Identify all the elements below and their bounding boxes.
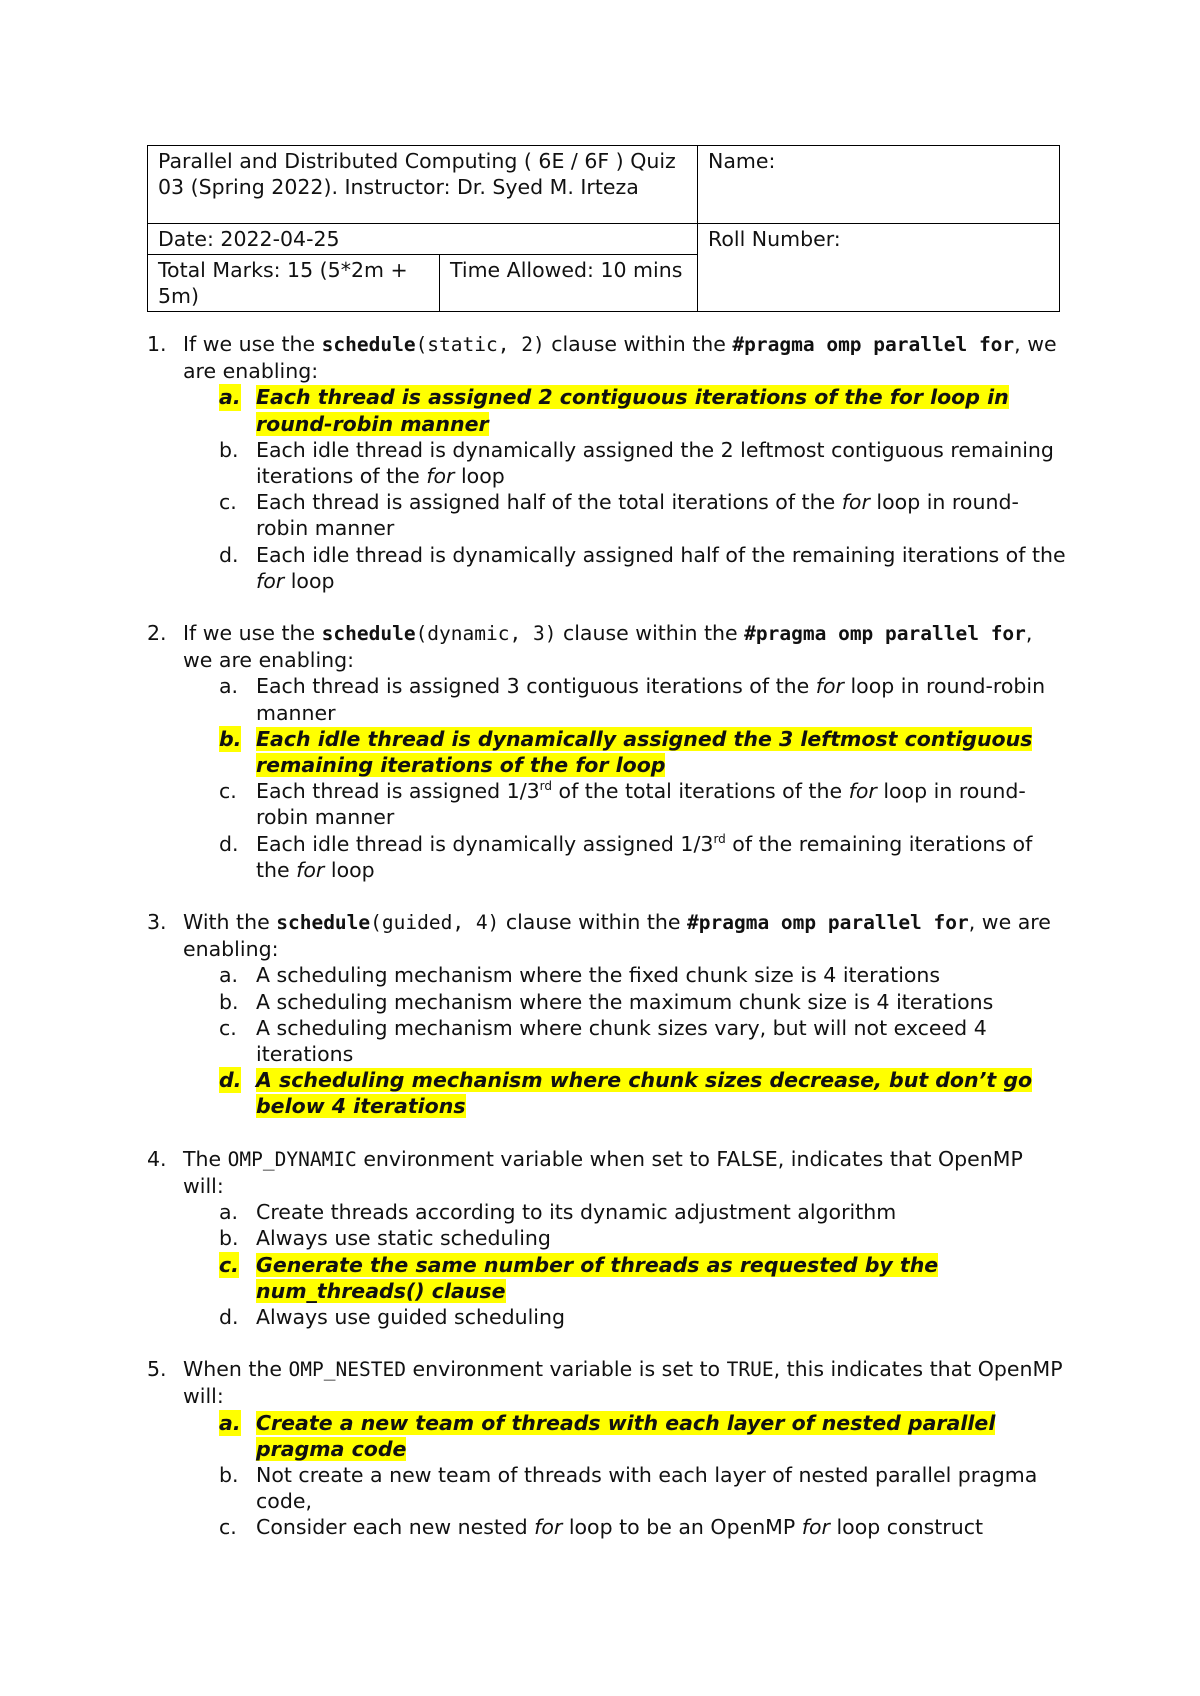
question-2 xyxy=(147,620,1067,883)
highlighted-answer: Each thread is assigned 2 contiguous iterations of the for loop in round-robin manner xyxy=(256,385,1009,436)
roll-number-label: Roll Number: xyxy=(708,227,841,251)
option-b: b. A scheduling mechanism where the maximum chunk size is 4 iterations xyxy=(219,989,994,1014)
highlighted-answer: Each idle thread is dynamically assigned the 3 leftmost contiguous remaining iterations of the for loop xyxy=(256,726,1033,778)
question-number: 5. xyxy=(147,1357,167,1382)
option-b: b. Each idle thread is dynamically assigned the 2 leftmost contiguous remaining iterations of the for loop xyxy=(219,437,1054,489)
option-a: a. Each thread is assigned 3 contiguous iterations of the for loop in round-robin manner xyxy=(219,674,1046,725)
option-a: a. A scheduling mechanism where the fixed chunk size is 4 iterations xyxy=(219,963,941,988)
date-text: Date: 2022-04-25 xyxy=(158,227,340,251)
question-number: 4. xyxy=(147,1146,167,1171)
question-list xyxy=(147,331,1067,1541)
highlighted-answer: Create a new team of threads with each layer of nested parallel pragma code xyxy=(256,1410,996,1461)
option-b: b. Always use static scheduling xyxy=(219,1226,551,1251)
option-d: d. Each idle thread is dynamically assigned half of the remaining iterations of the for loop xyxy=(219,542,1066,593)
option-a-correct: a. Create a new team of threads with each layer of nested parallel pragma code xyxy=(219,1410,996,1461)
roll-number-cell[interactable] xyxy=(698,224,1060,312)
option-c: c. Each thread is assigned half of the total iterations of the for loop in round-robin manner xyxy=(219,490,1019,541)
time-allowed-cell xyxy=(440,255,698,312)
total-marks-cell xyxy=(148,255,440,312)
question-number: 3. xyxy=(147,910,167,935)
option-c: c. Each thread is assigned 1/3rd of the total iterations of the for loop in round-robin manner xyxy=(219,779,1026,830)
highlighted-answer: A scheduling mechanism where chunk sizes decrease, but don’t go below 4 iterations xyxy=(256,1068,1033,1119)
question-4 xyxy=(147,1146,1067,1330)
question-stem: If we use the schedule(dynamic, 3) clause within the #pragma omp parallel for, we are enabling: xyxy=(183,621,1033,673)
quiz-info: Quiz 03 (Spring 2022). Instructor: Dr. Syed M. Irteza xyxy=(158,149,676,199)
question-stem: With the schedule(guided, 4) clause within the #pragma omp parallel for, we are enabling: xyxy=(183,910,1051,962)
date-cell xyxy=(148,224,698,255)
option-a-correct: a. Each thread is assigned 2 contiguous iterations of the for loop in round-robin manner xyxy=(219,385,1009,436)
question-1 xyxy=(147,331,1067,594)
question-number: 1. xyxy=(147,332,167,356)
question-5 xyxy=(147,1356,1067,1540)
option-c-correct: c. Generate the same number of threads as requested by the num_threads() clause xyxy=(219,1252,939,1303)
option-d: d. Each idle thread is dynamically assigned 1/3rd of the remaining iterations of the for loop xyxy=(219,831,1033,882)
question-stem: When the OMP_NESTED environment variable is set to TRUE, this indicates that OpenMP will: xyxy=(183,1357,1063,1409)
course-title: Parallel and Distributed Computing ( 6E / 6F ) xyxy=(158,149,624,173)
time-allowed-text: Time Allowed: 10 mins xyxy=(450,258,683,282)
question-3 xyxy=(147,909,1067,1120)
option-c: c. Consider each new nested for loop to be an OpenMP for loop construct xyxy=(219,1515,984,1540)
option-a: a. Create threads according to its dynamic adjustment algorithm xyxy=(219,1200,897,1225)
question-stem: If we use the schedule(static, 2) clause within the #pragma omp parallel for, we are enabling: xyxy=(183,332,1057,384)
question-stem: The OMP_DYNAMIC environment variable when set to FALSE, indicates that OpenMP will: xyxy=(183,1146,1023,1198)
highlighted-answer: Generate the same number of threads as requested by the num_threads() clause xyxy=(256,1252,939,1303)
quiz-header-table xyxy=(147,145,1060,312)
option-b: b. Not create a new team of threads with each layer of nested parallel pragma code, xyxy=(219,1462,1038,1514)
course-info-cell xyxy=(148,146,698,224)
option-b-correct: b. Each idle thread is dynamically assigned the 3 leftmost contiguous remaining iterations of the for loop xyxy=(219,726,1033,778)
total-marks-text: Total Marks: 15 (5*2m + 5m) xyxy=(158,258,408,308)
name-label: Name: xyxy=(708,149,776,173)
option-c: c. A scheduling mechanism where chunk sizes vary, but will not exceed 4 iterations xyxy=(219,1015,987,1067)
name-cell[interactable] xyxy=(698,146,1060,224)
option-d: d. Always use guided scheduling xyxy=(219,1304,565,1329)
question-number: 2. xyxy=(147,621,167,646)
option-d-correct: d. A scheduling mechanism where chunk sizes decrease, but don’t go below 4 iterations xyxy=(219,1068,1033,1119)
